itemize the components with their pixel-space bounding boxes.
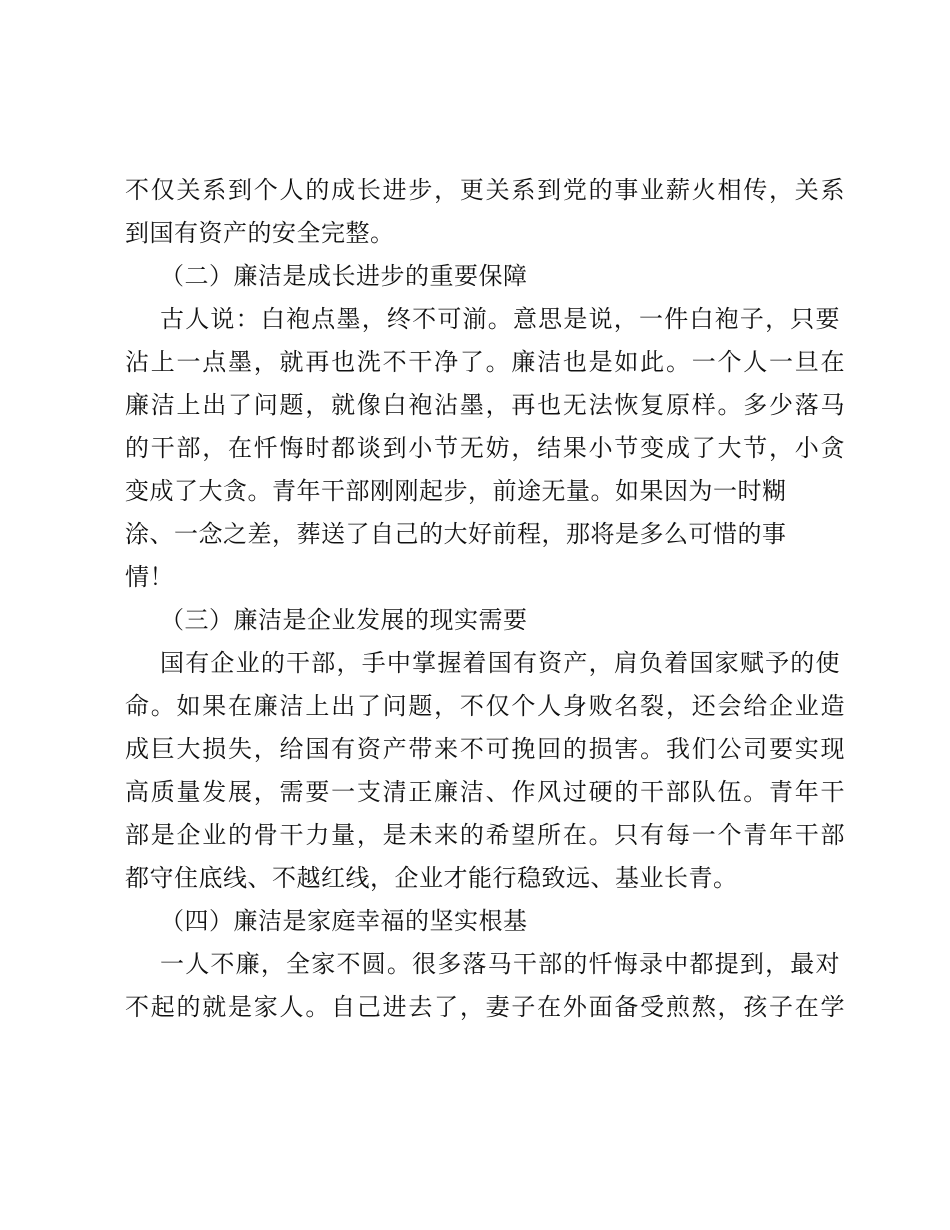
section-heading: （三）廉洁是企业发展的现实需要	[160, 606, 528, 634]
paragraph-line: 高质量发展，需要一支清正廉洁、作风过硬的干部队伍。青年干	[125, 778, 845, 806]
paragraph-line: 不仅关系到个人的成长进步，更关系到党的事业薪火相传，关系	[125, 176, 845, 204]
paragraph-line: 部是企业的骨干力量，是未来的希望所在。只有每一个青年干部	[125, 821, 845, 849]
paragraph-line: 一人不廉，全家不圆。很多落马干部的忏悔录中都提到，最对	[160, 950, 840, 978]
paragraph-line: 情！	[125, 563, 174, 591]
paragraph-line: 涂、一念之差，葬送了自己的大好前程，那将是多么可惜的事	[125, 520, 787, 548]
paragraph-line: 变成了大贪。青年干部刚刚起步，前途无量。如果因为一时糊	[125, 477, 787, 505]
paragraph-line: 国有企业的干部，手中掌握着国有资产，肩负着国家赋予的使	[160, 649, 840, 677]
section-heading: （二）廉洁是成长进步的重要保障	[160, 262, 528, 290]
paragraph-line: 的干部，在忏悔时都谈到小节无妨，结果小节变成了大节，小贪	[125, 434, 845, 462]
paragraph-line: 命。如果在廉洁上出了问题，不仅个人身败名裂，还会给企业造	[125, 692, 845, 720]
section-heading: （四）廉洁是家庭幸福的坚实根基	[160, 907, 528, 935]
paragraph-line: 到国有资产的安全完整。	[125, 219, 395, 247]
paragraph-line: 古人说：白袍点墨，终不可湔。意思是说，一件白袍子，只要	[160, 305, 840, 333]
paragraph-line: 都守住底线、不越红线，企业才能行稳致远、基业长青。	[125, 864, 738, 892]
paragraph-line: 沾上一点墨，就再也洗不干净了。廉洁也是如此。一个人一旦在	[125, 348, 845, 376]
paragraph-line: 成巨大损失，给国有资产带来不可挽回的损害。我们公司要实现	[125, 735, 845, 763]
paragraph-line: 不起的就是家人。自己进去了，妻子在外面备受煎熬，孩子在学	[125, 993, 845, 1021]
paragraph-line: 廉洁上出了问题，就像白袍沾墨，再也无法恢复原样。多少落马	[125, 391, 845, 419]
